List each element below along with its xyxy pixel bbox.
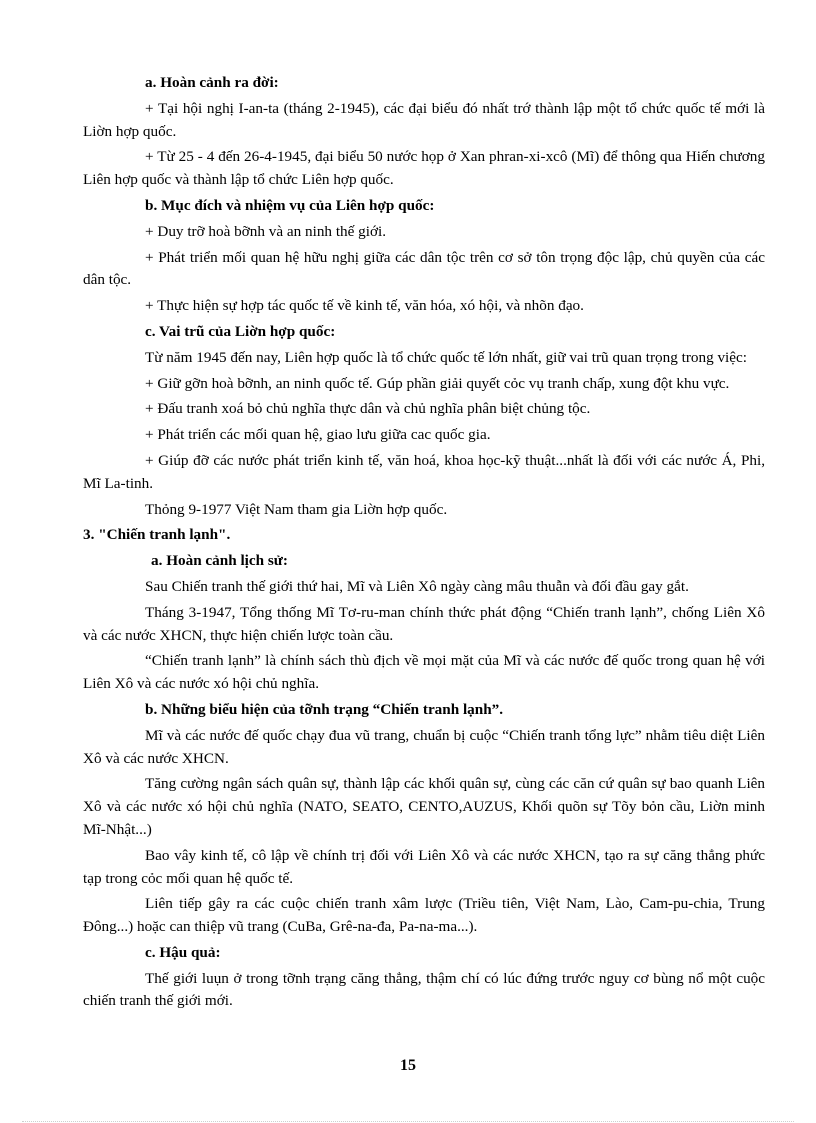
paragraph: + Giữ gỡn hoà bỡnh, an ninh quốc tế. Gúp phần giải quyết cỏc vụ tranh chấp, xung đột khu vực.: [145, 374, 730, 392]
section-heading: b. Mục đích và nhiệm vụ của Liên hợp quốc:: [145, 196, 435, 214]
paragraph: + Từ 25 - 4 đến 26-4-1945, đại biểu 50 nước họp ở Xan phran-xi-xcô (Mĩ) để thông qua Hiến chương Liên hợp quốc và thành lập tổ chức Liên hợp quốc.: [83, 148, 765, 189]
section-heading: a. Hoàn cảnh lịch sử:: [151, 552, 288, 570]
paragraph: Mĩ và các nước đế quốc chạy đua vũ trang, chuẩn bị cuộc “Chiến tranh tổng lực” nhằm tiêu diệt Liên Xô và các nước XHCN.: [83, 726, 765, 767]
section-heading: c. Vai trũ của Liờn hợp quốc:: [145, 322, 336, 340]
paragraph: Tăng cường ngân sách quân sự, thành lập các khối quân sự, cùng các căn cứ quân sự bao quanh Liên Xô và các nước xó hội chủ nghĩa (NATO, SEATO, CENTO,AUZUS, Khối quõn sự Tõy bỏn cầu, Liờn minh Mĩ-Nhật...): [83, 775, 765, 838]
paragraph: Tháng 3-1947, Tổng thống Mĩ Tơ-ru-man chính thức phát động “Chiến tranh lạnh”, chống Liên Xô và các nước XHCN, thực hiện chiến lược toàn cầu.: [83, 603, 765, 644]
paragraph: Liên tiếp gây ra các cuộc chiến tranh xâm lược (Triều tiên, Việt Nam, Lào, Cam-pu-chia, Trung Đông...) hoặc can thiệp vũ trang (CuBa, Grê-na-đa, Pa-na-ma...).: [83, 895, 765, 936]
paragraph: Thỏng 9-1977 Việt Nam tham gia Liờn hợp quốc.: [145, 500, 448, 518]
document-body: [83, 72, 765, 1016]
paragraph: + Duy trỡ hoà bỡnh và an ninh thế giới.: [145, 222, 387, 240]
section-heading: c. Hậu quả:: [145, 943, 221, 961]
section-heading: b. Những biểu hiện của tỡnh trạng “Chiến tranh lạnh”.: [145, 700, 504, 718]
page-number: 15: [400, 1057, 416, 1074]
paragraph: + Phát triển mối quan hệ hữu nghị giữa các dân tộc trên cơ sở tôn trọng độc lập, chủ quyền của các dân tộc.: [83, 248, 765, 289]
section-heading: 3. "Chiến tranh lạnh".: [83, 526, 231, 544]
paragraph: + Tại hội nghị I-an-ta (tháng 2-1945), các đại biểu đó nhất trớ thành lập một tổ chức quốc tế mới là Liờn hợp quốc.: [83, 99, 765, 140]
paragraph: Thế giới luụn ở trong tỡnh trạng căng thẳng, thậm chí có lúc đứng trước nguy cơ bùng nổ một cuộc chiến tranh thế giới mới.: [83, 969, 765, 1010]
paragraph: Từ năm 1945 đến nay, Liên hợp quốc là tổ chức quốc tế lớn nhất, giữ vai trũ quan trọng trong việc:: [145, 348, 747, 366]
paragraph: Bao vây kinh tế, cô lập về chính trị đối với Liên Xô và các nước XHCN, tạo ra sự căng thẳng phức tạp trong cỏc mối quan hệ quốc tế.: [83, 846, 765, 887]
section-heading: a. Hoàn cảnh ra đời:: [145, 74, 279, 91]
paragraph: + Đấu tranh xoá bỏ chủ nghĩa thực dân và chủ nghĩa phân biệt chủng tộc.: [145, 400, 591, 418]
paragraph: + Thực hiện sự hợp tác quốc tế về kinh tế, văn hóa, xó hội, và nhõn đạo.: [145, 297, 584, 315]
paragraph: + Giúp đỡ các nước phát triển kinh tế, văn hoá, khoa học-kỹ thuật...nhất là đối với các nước Á, Phi, Mĩ La-tinh.: [83, 451, 765, 492]
paragraph: + Phát triển các mối quan hệ, giao lưu giữa cac quốc gia.: [145, 426, 491, 444]
paragraph: Sau Chiến tranh thế giới thứ hai, Mĩ và Liên Xô ngày càng mâu thuẫn và đối đầu gay gắt.: [145, 577, 689, 595]
page-bottom-divider: [22, 1121, 794, 1122]
paragraph: “Chiến tranh lạnh” là chính sách thù địch về mọi mặt của Mĩ và các nước đế quốc trong quan hệ với Liên Xô và các nước xó hội chủ nghĩa.: [83, 652, 765, 693]
